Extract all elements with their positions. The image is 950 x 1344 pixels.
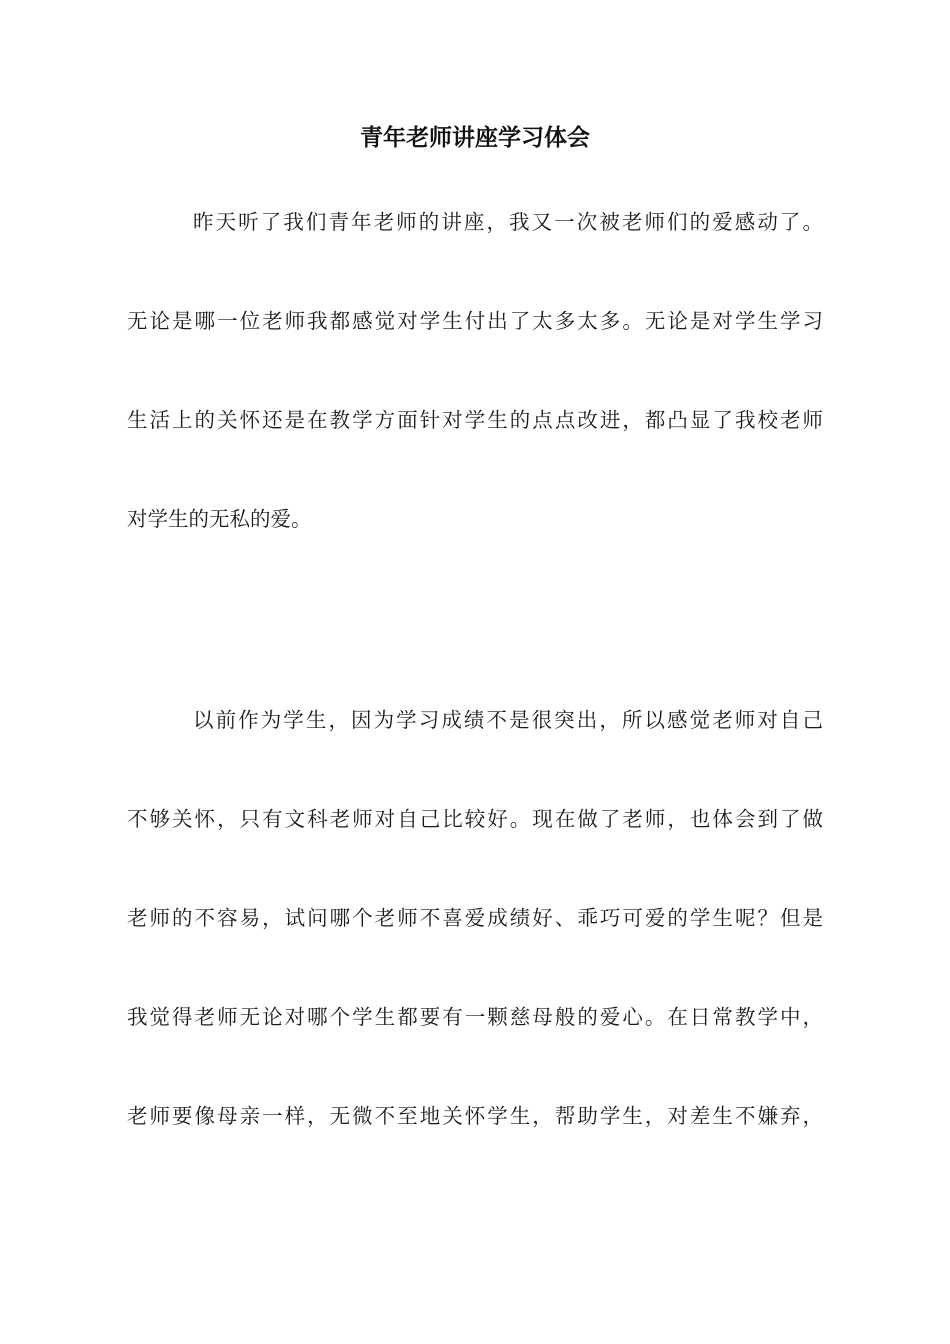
- paragraph-line: 老师的不容易，试问哪个老师不喜爱成绩好、乖巧可爱的学生呢？但是: [127, 906, 823, 930]
- paragraph-line: 不够关怀，只有文科老师对自己比较好。现在做了老师，也体会到了做: [127, 807, 823, 831]
- paragraph-line: 以前作为学生，因为学习成绩不是很突出，所以感觉老师对自己: [193, 708, 823, 732]
- paragraph-line: 我觉得老师无论对哪个学生都要有一颗慈母般的爱心。在日常教学中，: [127, 1005, 823, 1029]
- paragraph-line: 老师要像母亲一样，无微不至地关怀学生，帮助学生，对差生不嫌弃，: [127, 1104, 823, 1128]
- document-title: 青年老师讲座学习体会: [360, 125, 590, 151]
- paragraph-line: 生活上的关怀还是在教学方面针对学生的点点改进，都凸显了我校老师: [127, 408, 823, 432]
- paragraph-line: 昨天听了我们青年老师的讲座，我又一次被老师们的爱感动了。: [193, 210, 823, 234]
- paragraph-line: 对学生的无私的爱。: [127, 507, 312, 531]
- paragraph-line: 无论是哪一位老师我都感觉对学生付出了太多太多。无论是对学生学习: [127, 309, 823, 333]
